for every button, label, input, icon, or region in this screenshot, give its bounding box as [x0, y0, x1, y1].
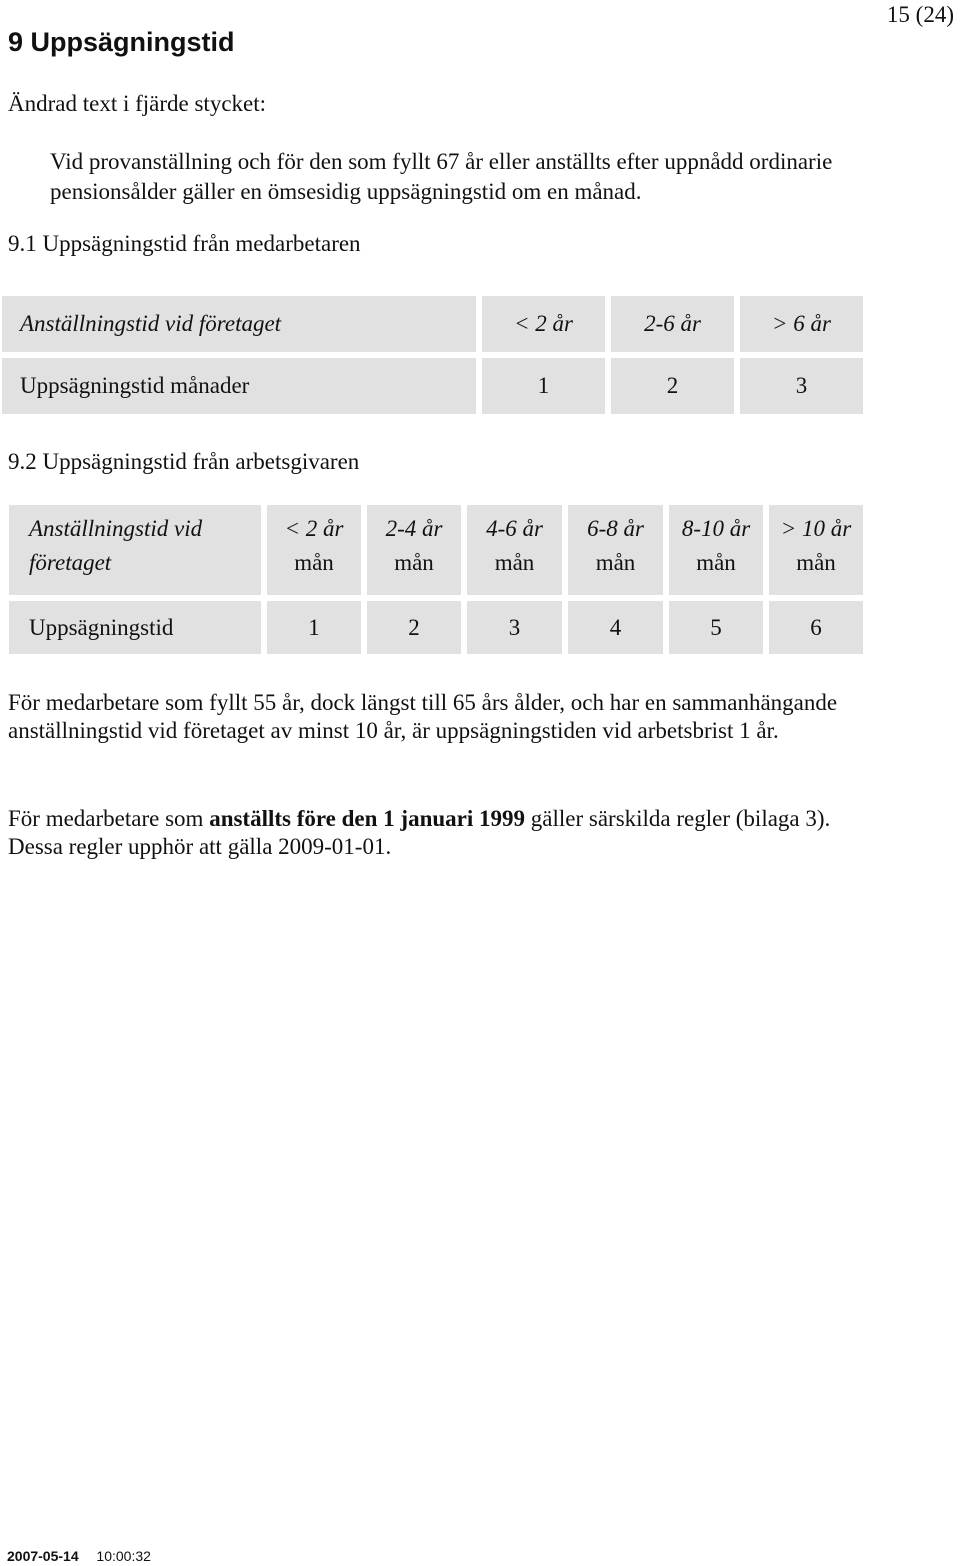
table-9-2-value-5: 5: [669, 601, 763, 654]
paragraph-special-rules-post: gäller särskilda regler (bilaga 3).: [525, 806, 831, 831]
table-9-2-header-label-line-1: Anställningstid vid: [29, 516, 203, 541]
table-9-1-col-1: < 2 år: [482, 296, 605, 352]
col-range: 8-10 år: [681, 516, 751, 541]
col-unit: mån: [595, 550, 636, 575]
footer-time: 10:00:32: [96, 1548, 151, 1564]
table-9-1-col-3: > 6 år: [740, 296, 863, 352]
table-9-2-col-1: [267, 505, 361, 595]
table-9-2-col-3: [467, 505, 562, 595]
paragraph-special-rules: [8, 805, 830, 861]
table-9-2-row-label: Uppsägningstid: [9, 601, 261, 654]
col-range: 4-6 år: [486, 516, 543, 541]
table-9-2-header-label-line-2: företaget: [29, 550, 112, 575]
col-range: 2-4 år: [385, 516, 443, 541]
col-unit: mån: [796, 550, 836, 575]
indented-line-1: Vid provanställning och för den som fyllt 67 år eller anställts efter uppnådd ordinarie: [50, 149, 833, 174]
intro-text: Ändrad text i fjärde stycket:: [8, 91, 267, 116]
table-9-2-col-5: [669, 505, 763, 595]
paragraph-special-rules-line-1: [8, 805, 830, 833]
col-unit: mån: [494, 550, 535, 575]
subheading-9-1: 9.1 Uppsägningstid från medarbetaren: [8, 231, 361, 256]
table-9-2-value-3: 3: [467, 601, 562, 654]
table-9-2-col-4: [568, 505, 663, 595]
paragraph-age-rule-line-2: anställningstid vid företaget av minst 10 år, är uppsägningstiden vid arbetsbrist 1 år.: [8, 718, 779, 743]
col-unit: mån: [696, 550, 736, 575]
subheading-9-2: 9.2 Uppsägningstid från arbetsgivaren: [8, 449, 360, 474]
table-9-2-value-1: 1: [267, 601, 361, 654]
page-number: 15 (24): [886, 2, 954, 27]
table-9-1-row-label: Uppsägningstid månader: [2, 358, 476, 414]
col-range: 6-8 år: [587, 516, 644, 541]
table-9-1-value-3: 3: [740, 358, 863, 414]
section-heading: 9 Uppsägningstid: [8, 27, 235, 57]
table-9-2-value-2: 2: [367, 601, 461, 654]
paragraph-age-rule: [8, 689, 837, 745]
footer-timestamp: [7, 1548, 151, 1564]
paragraph-special-rules-pre: För medarbetare som: [8, 806, 210, 831]
indented-paragraph: [50, 147, 832, 207]
table-9-2-col-6: [769, 505, 863, 595]
col-unit: mån: [294, 550, 334, 575]
footer-date: 2007-05-14: [7, 1548, 79, 1564]
col-range: < 2 år: [284, 516, 344, 541]
table-9-1-value-2: 2: [611, 358, 734, 414]
paragraph-special-rules-line-2: Dessa regler upphör att gälla 2009-01-01.: [8, 834, 392, 859]
table-9-2-col-2: [367, 505, 461, 595]
paragraph-special-rules-bold: anställts före den 1 januari 1999: [209, 806, 526, 831]
indented-line-2: pensionsålder gäller en ömsesidig uppsägningstid om en månad.: [50, 179, 642, 204]
table-9-2-value-6: 6: [769, 601, 863, 654]
table-9-2-value-4: 4: [568, 601, 663, 654]
col-unit: mån: [394, 550, 434, 575]
table-9-2-header-label: [9, 505, 261, 595]
table-9-1-col-2: 2-6 år: [611, 296, 734, 352]
table-9-1-header-label: Anställningstid vid företaget: [2, 296, 476, 352]
col-range: > 10 år: [780, 516, 852, 541]
paragraph-age-rule-line-1: För medarbetare som fyllt 55 år, dock längst till 65 års ålder, och har en sammanhängande: [8, 690, 838, 715]
table-9-1-value-1: 1: [482, 358, 605, 414]
